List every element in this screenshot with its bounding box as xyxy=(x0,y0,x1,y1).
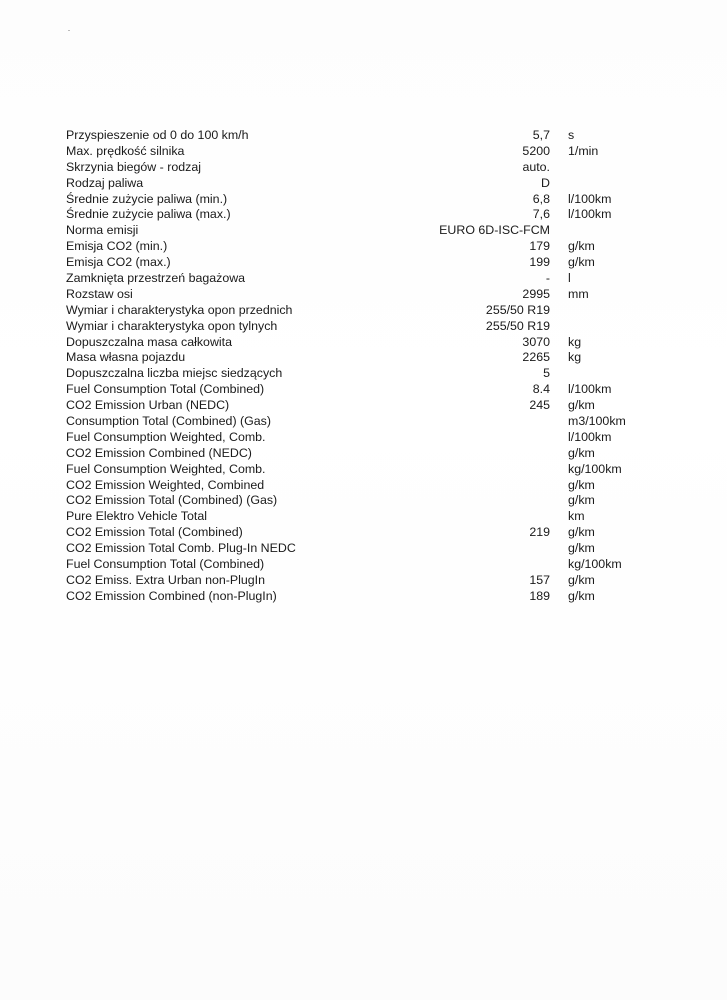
spec-row xyxy=(66,509,666,525)
spec-label: Zamknięta przestrzeń bagażowa xyxy=(66,271,246,286)
spec-row xyxy=(66,462,666,478)
spec-label: Dopuszczalna masa całkowita xyxy=(66,334,232,349)
spec-row xyxy=(66,128,666,144)
spec-unit: mm xyxy=(568,286,589,301)
spec-value: 199 xyxy=(529,255,550,270)
spec-label: Skrzynia biegów - rodzaj xyxy=(66,159,201,174)
spec-row xyxy=(66,557,666,573)
spec-unit: l xyxy=(568,271,571,286)
spec-unit: kg xyxy=(568,334,582,349)
spec-unit: kg/100km xyxy=(568,557,622,572)
spec-value: 245 xyxy=(529,398,550,413)
spec-label: Fuel Consumption Weighted, Comb. xyxy=(66,461,266,476)
spec-row xyxy=(66,589,666,605)
scan-speck xyxy=(68,30,70,31)
spec-label: CO2 Emission Combined (non-PlugIn) xyxy=(66,588,277,603)
spec-label: Dopuszczalna liczba miejsc siedzących xyxy=(66,366,283,381)
spec-label: Fuel Consumption Total (Combined) xyxy=(66,382,265,397)
spec-value: 5200 xyxy=(522,143,550,158)
spec-table xyxy=(66,128,666,605)
spec-unit: g/km xyxy=(568,477,595,492)
spec-value: EURO 6D-ISC-FCM xyxy=(439,223,550,238)
spec-label: Przyspieszenie od 0 do 100 km/h xyxy=(66,128,249,142)
spec-row xyxy=(66,446,666,462)
spec-unit: l/100km xyxy=(568,191,612,206)
spec-unit: kg/100km xyxy=(568,461,622,476)
spec-row xyxy=(66,541,666,557)
spec-value: 255/50 R19 xyxy=(485,318,550,333)
spec-value: 157 xyxy=(529,572,550,587)
spec-row xyxy=(66,430,666,446)
spec-row xyxy=(66,144,666,160)
spec-row xyxy=(66,255,666,271)
spec-row xyxy=(66,223,666,239)
spec-value: 189 xyxy=(529,588,550,603)
spec-row xyxy=(66,287,666,303)
spec-unit: g/km xyxy=(568,398,595,413)
spec-unit: g/km xyxy=(568,541,595,556)
spec-value: 2265 xyxy=(522,350,550,365)
spec-label: CO2 Emission Urban (NEDC) xyxy=(66,398,230,413)
spec-row xyxy=(66,350,666,366)
spec-value: 179 xyxy=(529,239,550,254)
spec-value: 7,6 xyxy=(532,207,550,222)
spec-value: auto. xyxy=(522,159,550,174)
spec-label: Średnie zużycie paliwa (min.) xyxy=(66,191,228,206)
spec-row xyxy=(66,303,666,319)
spec-label: Wymiar i charakterystyka opon tylnych xyxy=(66,318,278,333)
spec-label: Emisja CO2 (min.) xyxy=(66,239,168,254)
spec-unit: s xyxy=(568,128,575,142)
spec-row xyxy=(66,271,666,287)
spec-row xyxy=(66,192,666,208)
spec-label: Średnie zużycie paliwa (max.) xyxy=(66,207,231,222)
spec-row xyxy=(66,478,666,494)
spec-row xyxy=(66,398,666,414)
spec-label: CO2 Emiss. Extra Urban non-PlugIn xyxy=(66,572,266,587)
spec-row xyxy=(66,319,666,335)
spec-label: Consumption Total (Combined) (Gas) xyxy=(66,414,271,429)
spec-value: 5,7 xyxy=(532,128,550,142)
spec-value: 6,8 xyxy=(532,191,550,206)
spec-unit: 1/min xyxy=(568,143,599,158)
spec-row xyxy=(66,525,666,541)
spec-row xyxy=(66,366,666,382)
spec-row xyxy=(66,573,666,589)
spec-row xyxy=(66,207,666,223)
spec-label: Fuel Consumption Total (Combined) xyxy=(66,557,265,572)
spec-value: 2995 xyxy=(522,286,550,301)
spec-label: Masa własna pojazdu xyxy=(66,350,186,365)
spec-label: Rodzaj paliwa xyxy=(66,175,144,190)
spec-unit: m3/100km xyxy=(568,414,626,429)
spec-unit: g/km xyxy=(568,255,595,270)
spec-value: D xyxy=(541,175,550,190)
spec-row xyxy=(66,160,666,176)
spec-row xyxy=(66,493,666,509)
spec-row xyxy=(66,382,666,398)
spec-unit: km xyxy=(568,509,585,524)
spec-value: - xyxy=(545,271,550,286)
spec-value: 5 xyxy=(543,366,550,381)
spec-unit: g/km xyxy=(568,493,595,508)
spec-unit: g/km xyxy=(568,239,595,254)
spec-unit: l/100km xyxy=(568,382,612,397)
spec-label: CO2 Emission Combined (NEDC) xyxy=(66,445,252,460)
spec-label: CO2 Emission Total Comb. Plug-In NEDC xyxy=(66,541,296,556)
spec-label: Pure Elektro Vehicle Total xyxy=(66,509,207,524)
spec-unit: g/km xyxy=(568,588,595,603)
spec-unit: l/100km xyxy=(568,207,612,222)
spec-row xyxy=(66,239,666,255)
spec-value: 8.4 xyxy=(532,382,550,397)
spec-label: Max. prędkość silnika xyxy=(66,143,185,158)
spec-label: Emisja CO2 (max.) xyxy=(66,255,171,270)
spec-label: CO2 Emission Total (Combined) xyxy=(66,525,243,540)
spec-label: Rozstaw osi xyxy=(66,286,133,301)
spec-value: 3070 xyxy=(522,334,550,349)
spec-label: Norma emisji xyxy=(66,223,139,238)
spec-row xyxy=(66,335,666,351)
spec-label: Fuel Consumption Weighted, Comb. xyxy=(66,429,266,444)
spec-value: 255/50 R19 xyxy=(485,302,550,317)
spec-unit: g/km xyxy=(568,572,595,587)
spec-row xyxy=(66,414,666,430)
spec-label: CO2 Emission Weighted, Combined xyxy=(66,477,265,492)
spec-row xyxy=(66,176,666,192)
spec-value: 219 xyxy=(529,525,550,540)
spec-unit: l/100km xyxy=(568,429,612,444)
spec-unit: g/km xyxy=(568,525,595,540)
spec-unit: kg xyxy=(568,350,582,365)
spec-label: Wymiar i charakterystyka opon przednich xyxy=(66,302,293,317)
spec-label: CO2 Emission Total (Combined) (Gas) xyxy=(66,493,278,508)
spec-unit: g/km xyxy=(568,445,595,460)
